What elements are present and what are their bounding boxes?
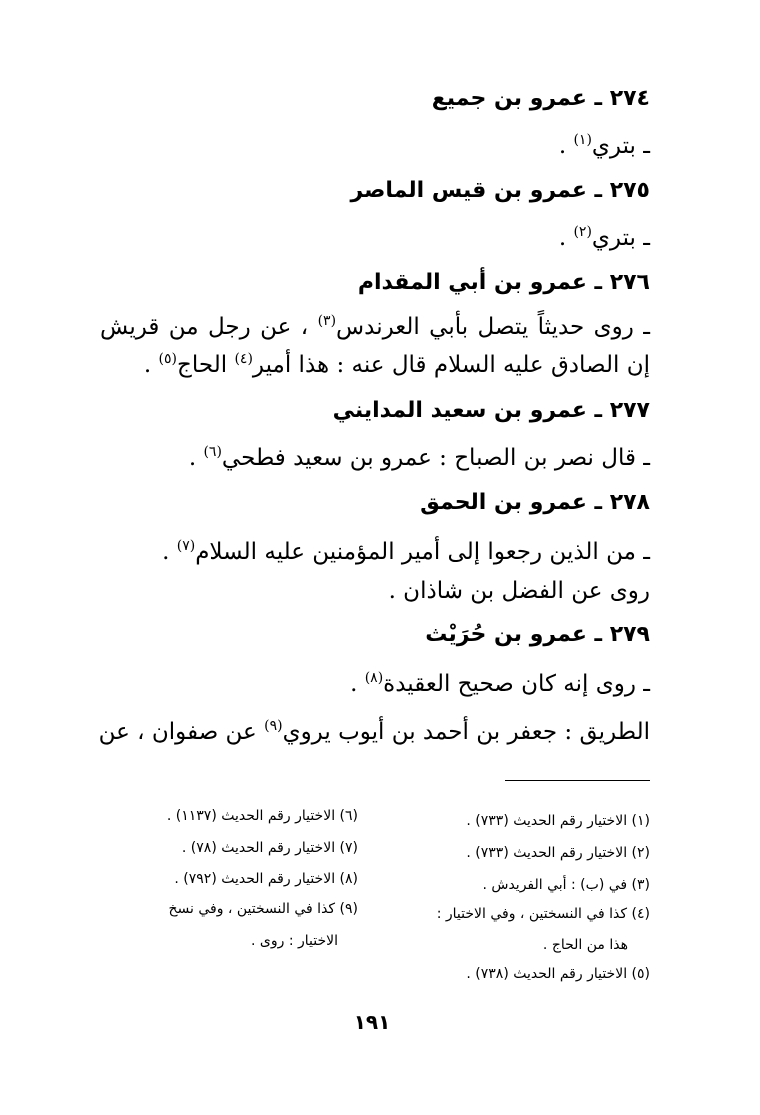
footnote-ref[interactable]: (١): [573, 132, 592, 148]
entry-body-line: إن الصادق عليه السلام قال عنه : هذا أمير$^{(٤)}$ الحاج$^{(٥)}$ .: [143, 351, 650, 378]
footnote-divider: [505, 780, 650, 781]
entry-body: ـ قال نصر بن الصباح : عمرو بن سعيد فطحي$^{(٦)}$ .: [188, 444, 650, 471]
footnote: (٨) الاختيار رقم الحديث (٧٩٢) .: [174, 871, 358, 887]
footnote-ref[interactable]: (٨): [364, 670, 384, 686]
entry-body-extra: روى عن الفضل بن شاذان .: [388, 578, 650, 604]
entry-body-line: الطريق : جعفر بن أحمد بن أيوب يروي$^{(٩)}$ عن صفوان ، عن: [98, 718, 650, 745]
entry-body: ـ بتري$^{(٢)}$ .: [558, 224, 650, 251]
footnote: (٩) كذا في النسختين ، وفي نسخ: [168, 901, 358, 917]
entry-heading: ٢٧٤ ـ عمرو بن جميع: [431, 86, 650, 111]
entry-heading: ٢٧٩ ـ عمرو بن حُرَيْث: [425, 622, 650, 647]
footnote-ref[interactable]: (٢): [573, 224, 592, 240]
footnote-continuation: الاختيار : روى .: [250, 933, 338, 949]
footnote: (١) الاختيار رقم الحديث (٧٣٣) .: [466, 813, 650, 829]
footnote-ref[interactable]: (٧): [176, 538, 196, 554]
footnote-ref[interactable]: (٦): [203, 444, 222, 460]
footnote: (٣) في (ب) : أبي الفريدش .: [482, 877, 650, 893]
footnote: (٥) الاختيار رقم الحديث (٧٣٨) .: [466, 966, 650, 982]
footnote: (٢) الاختيار رقم الحديث (٧٣٣) .: [466, 845, 650, 861]
footnote: (٧) الاختيار رقم الحديث (٧٨) .: [181, 840, 358, 856]
entry-heading: ٢٧٨ ـ عمرو بن الحمق: [420, 490, 650, 515]
footnote-ref[interactable]: (٥): [158, 351, 178, 367]
page-number: ١٩١: [353, 1010, 391, 1034]
entry-body: ـ بتري$^{(١)}$ .: [558, 132, 650, 159]
footnote: (٦) الاختيار رقم الحديث (١١٣٧) .: [166, 808, 358, 824]
entry-body: ـ من الذين رجعوا إلى أمير المؤمنين عليه السلام$^{(٧)}$ .: [162, 538, 650, 565]
footnote-ref[interactable]: (٤): [234, 351, 253, 367]
entry-body: ـ روى إنه كان صحيح العقيدة$^{(٨)}$ .: [350, 670, 650, 697]
footnote: (٤) كذا في النسختين ، وفي الاختيار :: [436, 906, 650, 922]
entry-body-line: ـ روى حديثاً يتصل بأبي العرندس$^{(٣)}$ ، عن رجل من قريش: [100, 313, 650, 340]
footnote-ref[interactable]: (٩): [264, 718, 283, 734]
footnote-continuation: هذا من الحاج .: [542, 937, 628, 953]
entry-heading: ٢٧٥ ـ عمرو بن قيس الماصر: [350, 178, 650, 203]
entry-heading: ٢٧٧ ـ عمرو بن سعيد المدايني: [332, 398, 650, 423]
footnote-ref[interactable]: (٣): [317, 313, 337, 329]
entry-heading: ٢٧٦ ـ عمرو بن أبي المقدام: [357, 270, 650, 295]
